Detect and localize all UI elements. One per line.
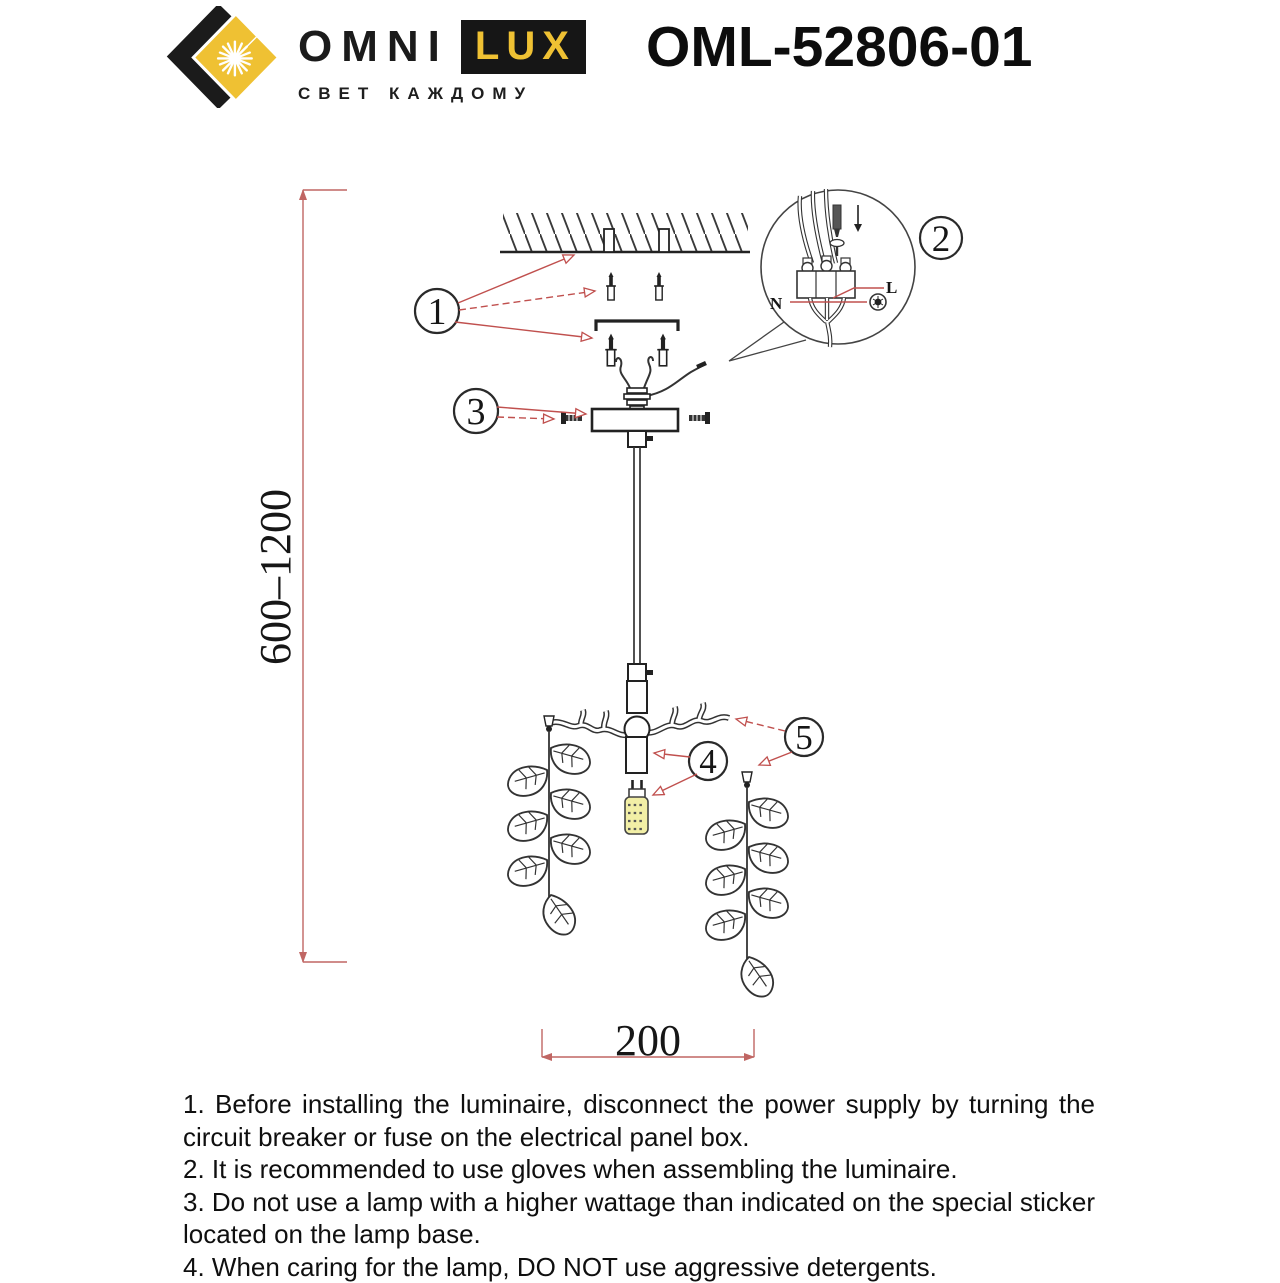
callout-2-number: 2	[932, 219, 951, 260]
ceiling-hole	[604, 229, 614, 252]
instruction-item: 4. When caring for the lamp, DO NOT use aggressive detergents.	[183, 1251, 1095, 1283]
canopy-screw-right	[689, 412, 710, 424]
neutral-label: N	[770, 294, 783, 313]
threaded-nipple	[624, 388, 650, 410]
dimension-width	[542, 1016, 754, 1065]
callout-3-number: 3	[467, 391, 486, 433]
leaf-strand-left	[503, 716, 594, 940]
led-bulb	[625, 780, 648, 834]
mounting-bracket	[596, 321, 678, 331]
cord-grip-upper	[628, 431, 653, 447]
callout-arrows	[455, 255, 792, 795]
callout-1	[415, 289, 459, 333]
ground-symbol-icon	[870, 294, 886, 310]
instruction-item: 3. Do not use a lamp with a higher wattage than indicated on the special sticker located on the lamp base.	[183, 1186, 1095, 1251]
callout-1-number: 1	[428, 291, 447, 333]
ceiling-canopy	[592, 409, 678, 431]
live-label: L	[886, 278, 897, 297]
brand-word-lux: LUX	[461, 20, 586, 74]
instructions-block	[183, 1088, 1095, 1283]
instruction-item: 1. Before installing the luminaire, disconnect the power supply by turning the circuit breaker or fuse on the electrical panel box.	[183, 1088, 1095, 1153]
brand-word-omni: OMNI	[298, 25, 449, 69]
leaf-strand-right	[701, 772, 792, 1002]
wall-anchors	[605, 272, 669, 366]
callout-3	[454, 389, 498, 433]
wiring-detail-bubble	[729, 189, 915, 361]
cord-grip-lower	[628, 664, 653, 681]
suspension-cable	[634, 447, 640, 664]
ceiling-hole	[659, 229, 669, 252]
callout-4-number: 4	[699, 742, 717, 781]
stem-tube	[627, 681, 647, 713]
callout-5-number: 5	[795, 718, 813, 757]
instruction-item: 2. It is recommended to use gloves when assembling the luminaire.	[183, 1153, 1095, 1186]
brand-tagline: СВЕТ КАЖДОМУ	[298, 84, 586, 104]
model-number: OML-52806-01	[646, 14, 1033, 80]
ceiling-hatching	[500, 213, 750, 252]
dimension-width-value: 200	[615, 1016, 681, 1065]
lamp-socket	[626, 737, 647, 773]
dimension-height	[251, 190, 347, 962]
callout-2	[920, 217, 962, 260]
callout-5	[785, 718, 823, 757]
dimension-height-value: 600–1200	[251, 489, 300, 665]
